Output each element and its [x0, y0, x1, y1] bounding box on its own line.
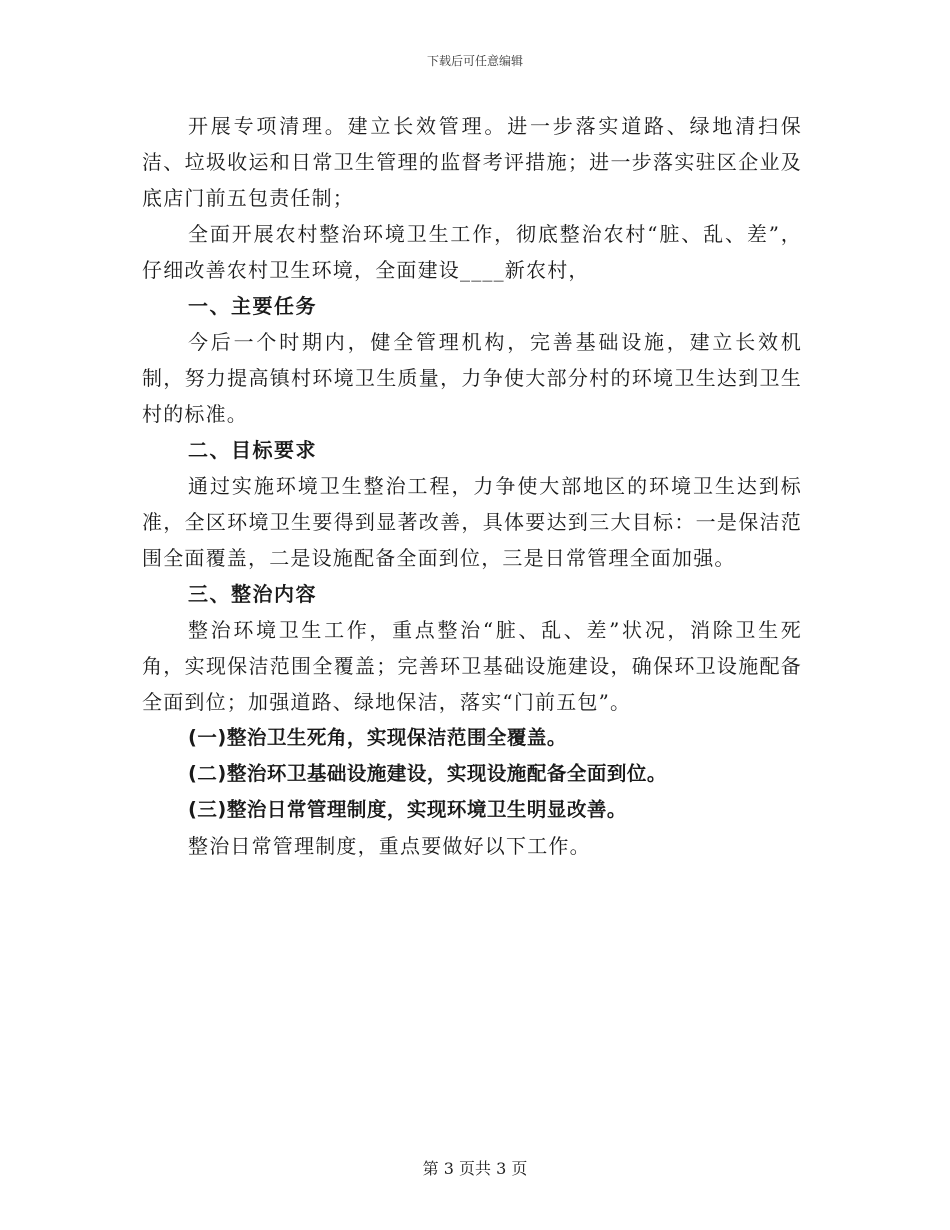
subheading-dead-corners: (一)整治卫生死角，实现保洁范围全覆盖。: [188, 726, 567, 749]
document-body: [142, 108, 802, 864]
paragraph-goals: 通过实施环境卫生整治工程，力争使大部地区的环境卫生达到标准，全区环境卫生要得到显著改善，具体要达到三大目标：一是保洁范围全面覆盖，二是设施配备全面到位，三是日常管理全面加强。: [142, 474, 802, 570]
subheading-infrastructure: (二)整治环卫基础设施建设，实现设施配备全面到位。: [188, 762, 667, 785]
subheading-daily-management: (三)整治日常管理制度，实现环境卫生明显改善。: [188, 798, 627, 821]
heading-main-tasks: 一、主要任务: [188, 294, 317, 318]
heading-goals: 二、目标要求: [188, 438, 317, 462]
page-number-footer: 第 3 页共 3 页: [422, 1159, 528, 1178]
paragraph-cleanup: 开展专项清理。建立长效管理。进一步落实道路、绿地清扫保洁、垃圾收运和日常卫生管理的监督考评措施；进一步落实驻区企业及底店门前五包责任制；: [142, 114, 802, 210]
page-header: 下载后可任意编辑: [426, 54, 523, 68]
paragraph-rural: 全面开展农村整治环境卫生工作，彻底整治农村“脏、乱、差”，仔细改善农村卫生环境，全面建设____新农村，: [142, 222, 802, 282]
paragraph-daily-management: 整治日常管理制度，重点要做好以下工作。: [188, 834, 591, 858]
paragraph-content: 整治环境卫生工作，重点整治“脏、乱、差”状况，消除卫生死角，实现保洁范围全覆盖；完善环卫基础设施建设，确保环卫设施配备全面到位；加强道路、绿地保洁，落实“门前五包”。: [142, 618, 802, 714]
heading-content: 三、整治内容: [188, 582, 317, 606]
paragraph-main-tasks: 今后一个时期内，健全管理机构，完善基础设施，建立长效机制，努力提高镇村环境卫生质量，力争使大部分村的环境卫生达到卫生村的标准。: [142, 330, 802, 426]
